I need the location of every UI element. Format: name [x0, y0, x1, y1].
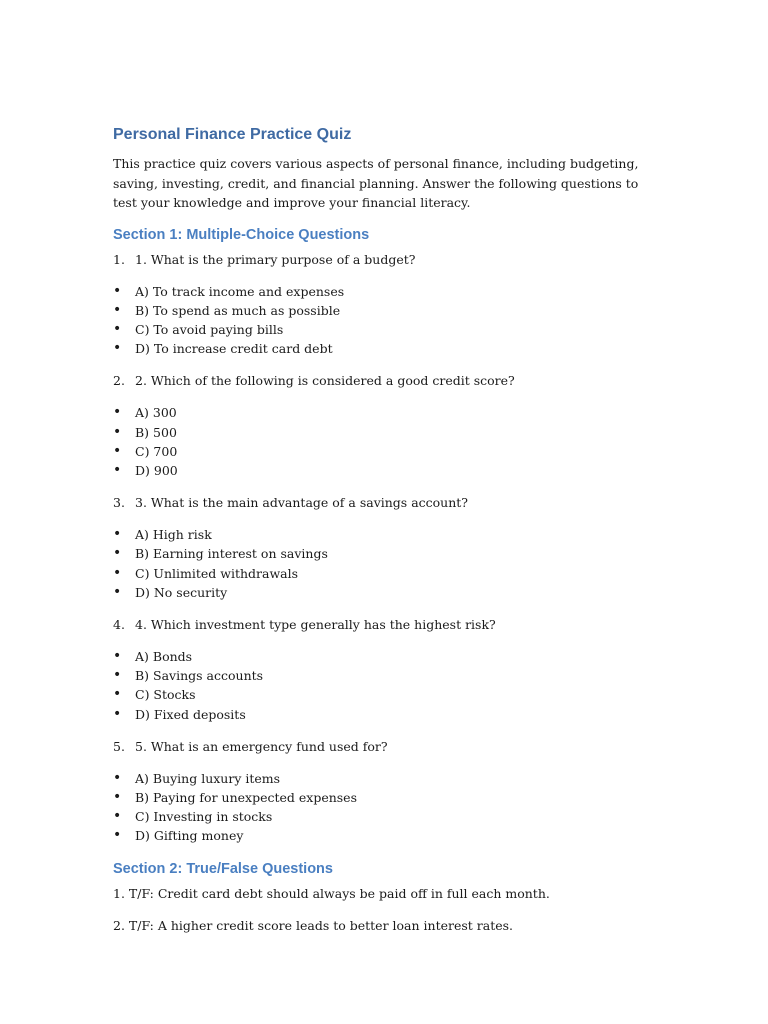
bullet-icon: •	[113, 705, 122, 722]
question-number: 1.	[113, 251, 125, 267]
option-text: B) 500	[135, 424, 177, 440]
question-text: 3. What is the main advantage of a savings account?	[135, 495, 468, 511]
option-text: C) To avoid paying bills	[135, 321, 284, 337]
question-text: 1. What is the primary purpose of a budget?	[135, 251, 416, 267]
bullet-icon: •	[113, 667, 122, 684]
bullet-icon: •	[113, 808, 122, 825]
option-text: D) Fixed deposits	[135, 706, 246, 722]
option-text: A) To track income and expenses	[135, 283, 345, 299]
true-false-question: 1. T/F: Credit card debt should always be paid off in full each month.	[113, 885, 550, 901]
option-item	[113, 301, 653, 320]
option-text: A) 300	[135, 405, 177, 421]
document-page	[113, 124, 653, 948]
option-text: A) Buying luxury items	[135, 770, 281, 786]
question-number: 2.	[113, 373, 125, 389]
question	[113, 493, 653, 512]
option-text: D) To increase credit card debt	[135, 341, 333, 357]
bullet-icon: •	[113, 320, 122, 337]
option-text: C) Unlimited withdrawals	[135, 565, 299, 581]
bullet-icon: •	[113, 282, 122, 299]
question-text: 4. Which investment type generally has the highest risk?	[135, 616, 496, 632]
option-item	[113, 442, 653, 461]
section-2-heading: Section 2: True/False Questions	[113, 860, 333, 877]
bullet-icon: •	[113, 340, 122, 357]
question	[113, 250, 653, 269]
option-item	[113, 339, 653, 358]
bullet-icon: •	[113, 788, 122, 805]
bullet-icon: •	[113, 647, 122, 664]
option-item	[113, 583, 653, 602]
option-text: C) Stocks	[135, 687, 196, 703]
option-text: D) No security	[135, 584, 228, 600]
section-1-heading: Section 1: Multiple-Choice Questions	[113, 226, 370, 243]
option-item	[113, 282, 653, 301]
question-number: 3.	[113, 495, 125, 511]
option-item	[113, 403, 653, 422]
option-item	[113, 788, 653, 807]
option-list	[113, 403, 653, 480]
option-item	[113, 826, 653, 845]
option-text: B) Earning interest on savings	[135, 546, 328, 562]
question	[113, 615, 653, 634]
bullet-icon: •	[113, 827, 122, 844]
option-list	[113, 769, 653, 846]
option-item	[113, 807, 653, 826]
option-item	[113, 564, 653, 583]
question-text: 2. Which of the following is considered a good credit score?	[135, 373, 515, 389]
bullet-icon: •	[113, 583, 122, 600]
option-text: B) Paying for unexpected expenses	[135, 789, 357, 805]
question	[113, 371, 653, 390]
bullet-icon: •	[113, 404, 122, 421]
section-2	[113, 859, 653, 935]
question-number: 5.	[113, 738, 125, 754]
option-text: D) 900	[135, 462, 178, 478]
option-list	[113, 525, 653, 602]
bullet-icon: •	[113, 442, 122, 459]
section-2-items	[113, 884, 653, 935]
option-text: A) Bonds	[135, 648, 193, 664]
question-text: 5. What is an emergency fund used for?	[135, 738, 388, 754]
bullet-icon: •	[113, 301, 122, 318]
option-text: A) High risk	[135, 527, 212, 543]
true-false-question: 2. T/F: A higher credit score leads to better loan interest rates.	[113, 917, 514, 933]
option-item	[113, 544, 653, 563]
section-1-questions	[113, 250, 653, 846]
option-item	[113, 647, 653, 666]
option-text: C) 700	[135, 443, 178, 459]
option-item	[113, 685, 653, 704]
bullet-icon: •	[113, 545, 122, 562]
option-item	[113, 461, 653, 480]
bullet-icon: •	[113, 526, 122, 543]
option-text: B) To spend as much as possible	[135, 302, 341, 318]
question	[113, 737, 653, 756]
option-text: B) Savings accounts	[135, 668, 264, 684]
bullet-icon: •	[113, 769, 122, 786]
option-item	[113, 769, 653, 788]
option-list	[113, 282, 653, 359]
option-text: D) Gifting money	[135, 828, 244, 844]
bullet-icon: •	[113, 461, 122, 478]
option-list	[113, 647, 653, 724]
bullet-icon: •	[113, 423, 122, 440]
option-item	[113, 705, 653, 724]
option-item	[113, 666, 653, 685]
option-item	[113, 320, 653, 339]
option-item	[113, 525, 653, 544]
page-title: Personal Finance Practice Quiz	[113, 126, 352, 143]
bullet-icon: •	[113, 564, 122, 581]
intro-paragraph: This practice quiz covers various aspects of personal finance, including budgeting, saving, investing, credit, and financial planning. Answer the following questions to test your knowledge and improve your financial literacy.	[113, 156, 639, 210]
option-text: C) Investing in stocks	[135, 809, 273, 825]
bullet-icon: •	[113, 686, 122, 703]
option-item	[113, 423, 653, 442]
question-number: 4.	[113, 616, 125, 632]
